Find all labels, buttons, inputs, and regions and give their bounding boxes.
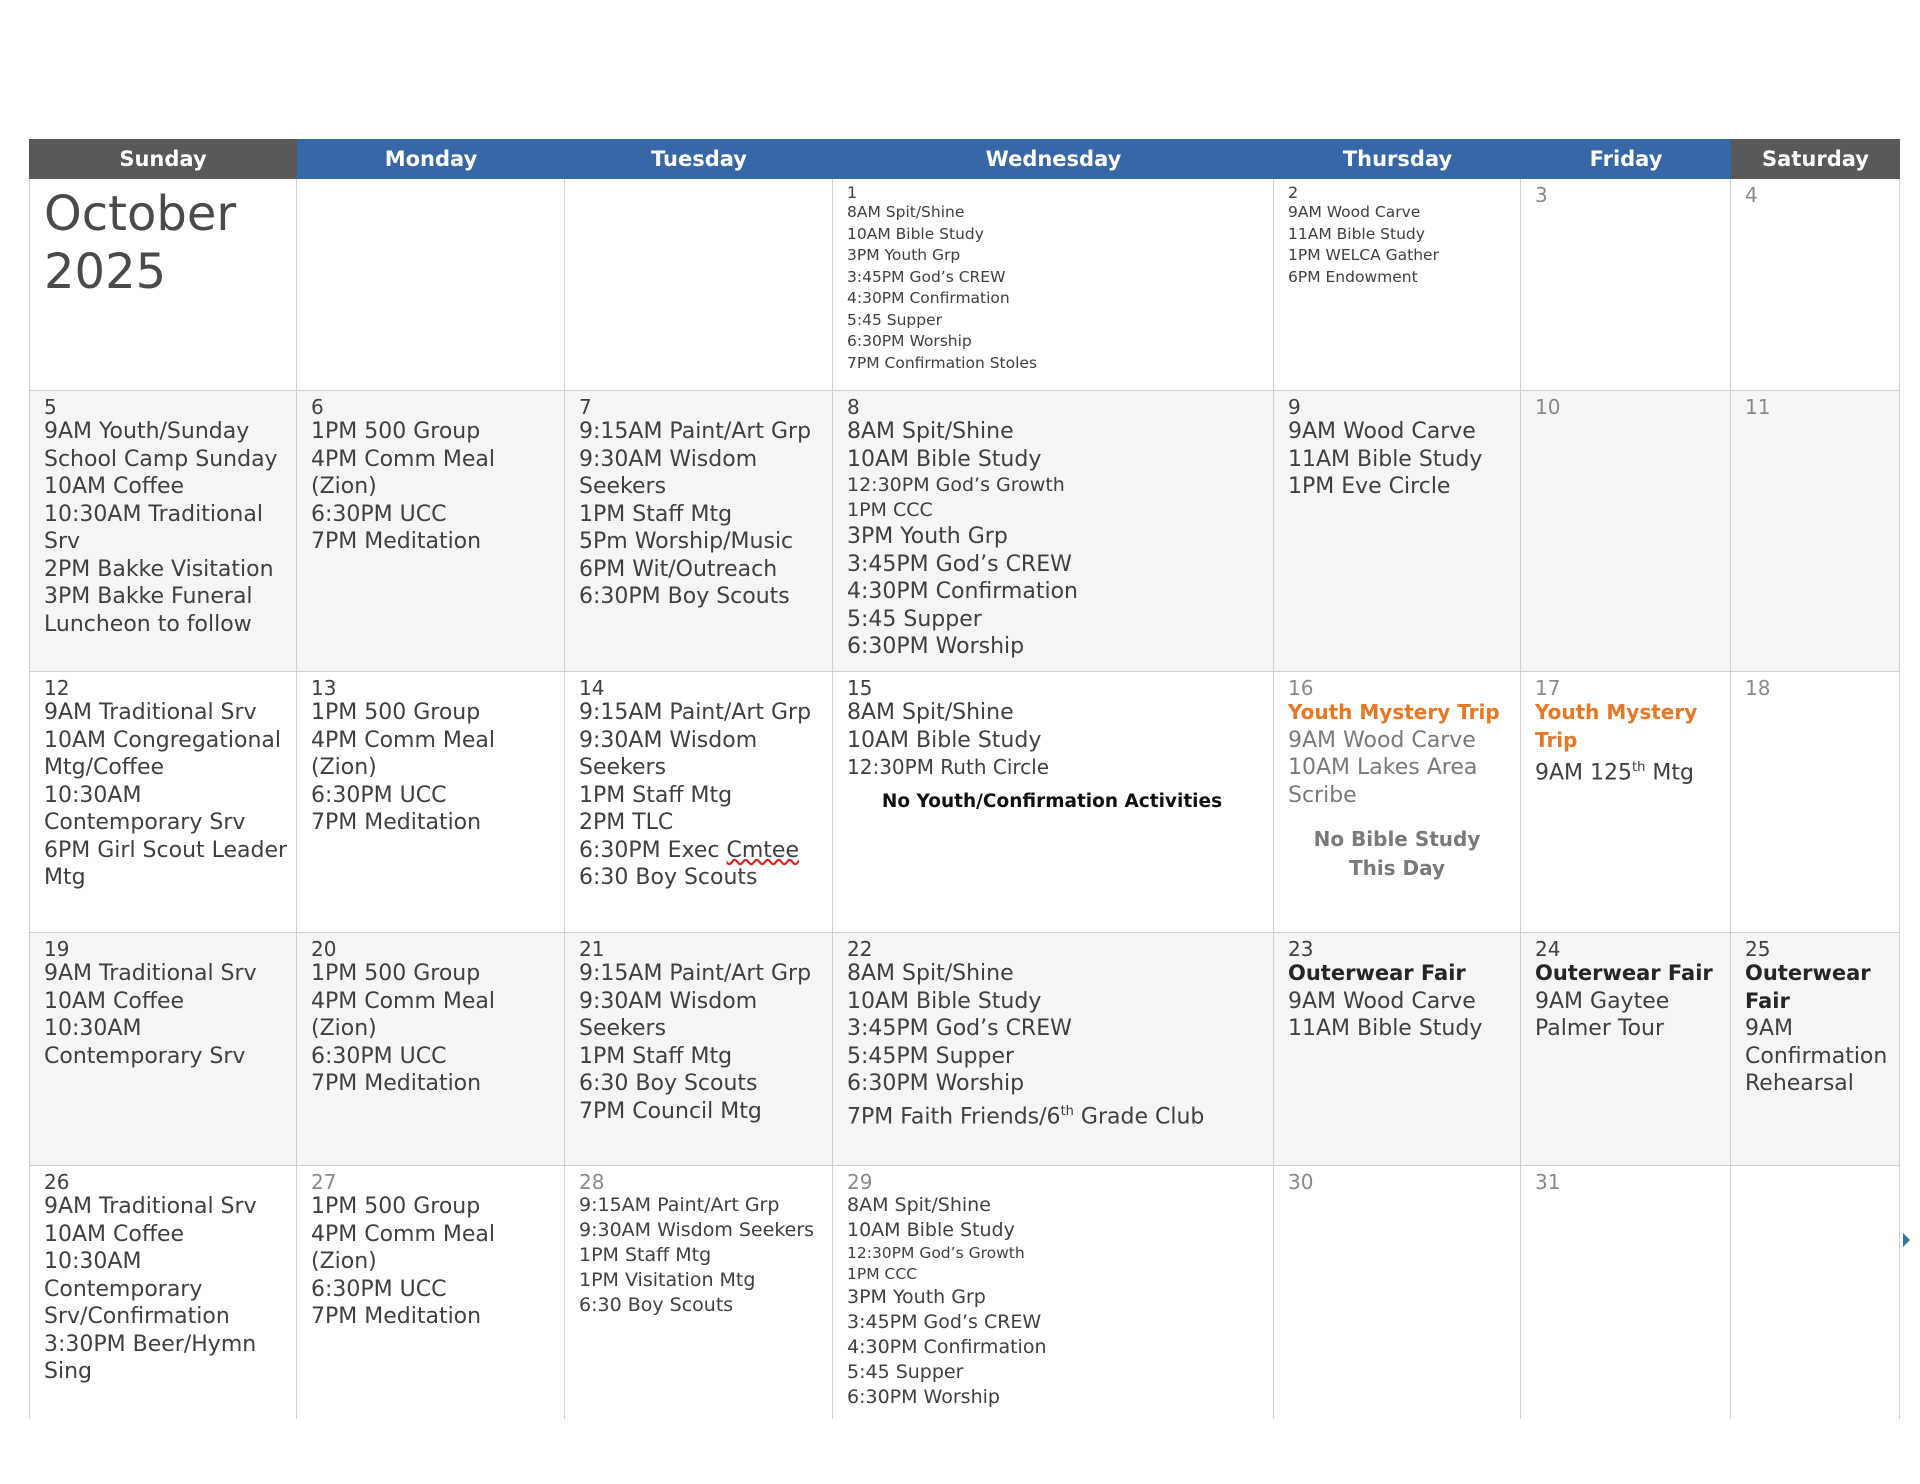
event: 4PM Comm Meal (Zion)	[311, 727, 496, 780]
event-text: Grade Club	[1073, 1103, 1205, 1129]
day-cell[interactable]	[1274, 1166, 1521, 1419]
event: 9:30AM Wisdom Seekers	[579, 988, 758, 1041]
month-calendar	[29, 139, 1900, 1419]
event: 11AM Bible Study	[1288, 224, 1425, 243]
day-cell[interactable]	[1521, 391, 1731, 672]
day-cell[interactable]	[29, 391, 297, 672]
event-text: 7PM Faith Friends/6	[847, 1103, 1061, 1129]
event: 9AM Wood Carve	[1288, 419, 1476, 444]
event: 1PM Visitation Mtg	[579, 1269, 756, 1291]
event-highlight: Youth Mystery Trip	[1288, 700, 1500, 724]
event: 8AM Spit/Shine	[847, 419, 1014, 444]
event: 6PM Girl Scout Leader Mtg	[44, 837, 288, 890]
day-cell[interactable]	[1521, 672, 1731, 933]
event: 5:45 Supper	[847, 1361, 964, 1383]
day-cell[interactable]	[297, 1166, 565, 1419]
day-number: 22	[847, 937, 873, 961]
event: 12:30PM God’s Growth	[847, 474, 1065, 496]
year-title: 2025	[44, 244, 167, 300]
day-cell[interactable]	[565, 672, 833, 933]
day-number: 25	[1745, 937, 1771, 961]
day-cell[interactable]	[1731, 391, 1900, 672]
header-wednesday: Wednesday	[833, 139, 1274, 179]
day-cell[interactable]	[1521, 933, 1731, 1166]
event: 1PM 500 Group	[311, 700, 481, 725]
event: 6:30PM UCC	[311, 501, 447, 527]
event: 7PM Council Mtg	[579, 1098, 762, 1124]
event: 10AM Coffee	[44, 1221, 185, 1247]
day-cell[interactable]	[833, 933, 1274, 1166]
day-cell[interactable]	[297, 179, 565, 391]
day-cell[interactable]	[833, 391, 1274, 672]
event: 7PM Meditation	[311, 810, 482, 835]
event: 9:15AM Paint/Art Grp	[579, 961, 812, 986]
day-number: 5	[44, 395, 57, 419]
day-number: 2	[1288, 183, 1299, 202]
day-number: 15	[847, 676, 873, 700]
event: 10AM Bible Study	[847, 446, 1042, 472]
header-friday: Friday	[1521, 139, 1731, 179]
event: 9AM Traditional Srv	[44, 700, 257, 725]
day-cell[interactable]	[833, 672, 1274, 933]
header-saturday: Saturday	[1731, 139, 1900, 179]
event-highlight: Outerwear Fair	[1288, 961, 1466, 985]
day-cell[interactable]	[297, 672, 565, 933]
event: 8AM Spit/Shine	[847, 1194, 991, 1216]
event: 6:30PM UCC	[311, 1276, 447, 1302]
event-text: 6:30PM Exec	[579, 837, 727, 863]
event: 3:30PM Beer/Hymn Sing	[44, 1331, 257, 1384]
event: 9:30AM Wisdom Seekers	[579, 446, 758, 499]
day-cell[interactable]	[29, 672, 297, 933]
day-number: 14	[579, 676, 605, 700]
event: 12:30PM Ruth Circle	[847, 755, 1050, 779]
notice-text: No Bible Study This Day	[1313, 827, 1481, 880]
event: 1PM CCC	[847, 499, 933, 521]
event	[847, 1098, 1265, 1131]
event: 4:30PM Confirmation	[847, 579, 1078, 604]
day-cell[interactable]	[1521, 179, 1731, 391]
day-number: 21	[579, 937, 605, 961]
day-cell[interactable]	[1521, 1166, 1731, 1419]
event: 3:45PM God’s CREW	[847, 1311, 1042, 1333]
day-cell[interactable]	[1274, 391, 1521, 672]
day-number: 16	[1288, 676, 1314, 700]
event: 10AM Lakes Area Scribe	[1288, 755, 1478, 808]
event: 11AM Bible Study	[1288, 446, 1483, 472]
day-number: 11	[1745, 395, 1771, 419]
event: 9:15AM Paint/Art Grp	[579, 419, 812, 444]
day-number: 31	[1535, 1170, 1561, 1194]
event: 9AM Wood Carve	[1288, 203, 1421, 221]
event: 9AM Wood Carve	[1288, 988, 1476, 1014]
event: 7PM Meditation	[311, 1071, 482, 1096]
event: 1PM WELCA Gather	[1288, 246, 1439, 264]
day-number: 6	[311, 395, 324, 419]
event: 4PM Comm Meal (Zion)	[311, 1221, 496, 1274]
event-highlight: Outerwear Fair	[1745, 961, 1871, 1013]
event-highlight: Outerwear Fair	[1535, 961, 1713, 985]
day-number: 13	[311, 676, 337, 700]
day-cell[interactable]	[1274, 672, 1521, 933]
event: 9AM Gaytee Palmer Tour	[1535, 988, 1670, 1041]
day-number: 27	[311, 1170, 337, 1194]
event: 10AM Bible Study	[847, 224, 984, 243]
day-number: 20	[311, 937, 337, 961]
day-cell[interactable]	[297, 391, 565, 672]
day-number: 19	[44, 937, 70, 961]
day-cell[interactable]	[1274, 933, 1521, 1166]
day-cell[interactable]	[297, 933, 565, 1166]
event: 12:30PM God’s Growth	[847, 1244, 1025, 1262]
event: 10:30AM Contemporary Srv	[44, 782, 246, 835]
event: 1PM 500 Group	[311, 419, 481, 444]
event: 10:30AM Contemporary Srv	[44, 1016, 246, 1069]
event: 4:30PM Confirmation	[847, 1336, 1047, 1358]
day-number: 3	[1535, 183, 1548, 207]
day-number: 12	[44, 676, 70, 700]
event: 9AM Youth/Sunday School Camp Sunday	[44, 419, 278, 472]
day-cell[interactable]	[565, 933, 833, 1166]
day-number: 29	[847, 1170, 873, 1194]
event: 10:30AM Contemporary Srv/Confirmation	[44, 1249, 230, 1329]
day-cell[interactable]	[1274, 179, 1521, 391]
event: 5Pm Worship/Music	[579, 529, 794, 554]
header-sunday: Sunday	[29, 139, 297, 179]
event-highlight: Youth Mystery Trip	[1535, 700, 1698, 752]
event: 6PM Wit/Outreach	[579, 556, 778, 582]
event: 9AM Traditional Srv	[44, 961, 257, 986]
day-number: 28	[579, 1170, 605, 1194]
event: 6:30 Boy Scouts	[579, 865, 758, 890]
ordinal-suffix: th	[1060, 1103, 1074, 1119]
event: 6:30PM Boy Scouts	[579, 584, 790, 609]
day-cell[interactable]	[29, 933, 297, 1166]
event: 1PM 500 Group	[311, 961, 481, 986]
event: 1PM Staff Mtg	[579, 782, 733, 808]
event: 10AM Coffee	[44, 474, 185, 499]
event: 1PM CCC	[847, 1265, 917, 1283]
day-cell[interactable]	[833, 1166, 1274, 1419]
event: 1PM 500 Group	[311, 1194, 481, 1219]
event: 10AM Bible Study	[847, 988, 1042, 1014]
event: 6:30PM UCC	[311, 1043, 447, 1069]
day-number: 23	[1288, 937, 1314, 961]
event: 9:15AM Paint/Art Grp	[579, 700, 812, 725]
month-title: October	[44, 186, 237, 242]
event: 9:30AM Wisdom Seekers	[579, 727, 758, 780]
event: 8AM Spit/Shine	[847, 961, 1014, 986]
event	[579, 837, 824, 865]
event: 2PM Bakke Visitation	[44, 556, 274, 582]
event: 4PM Comm Meal (Zion)	[311, 988, 496, 1041]
day-number: 30	[1288, 1170, 1314, 1194]
day-cell[interactable]	[29, 179, 297, 391]
event: 1PM Staff Mtg	[579, 1043, 733, 1069]
day-cell[interactable]	[1731, 179, 1900, 391]
event: 9:30AM Wisdom Seekers	[579, 1219, 815, 1241]
event: 11AM Bible Study	[1288, 1016, 1483, 1041]
day-number: 17	[1535, 676, 1561, 700]
event: 7PM Confirmation Stoles	[847, 353, 1038, 372]
event: 6:30PM Worship	[847, 1386, 1000, 1408]
ordinal-suffix: th	[1632, 760, 1646, 775]
event: 5:45 Supper	[847, 606, 982, 632]
event: 9AM Wood Carve	[1288, 727, 1476, 753]
event: 9:15AM Paint/Art Grp	[579, 1194, 780, 1216]
day-number: 9	[1288, 395, 1301, 419]
day-number: 4	[1745, 183, 1758, 207]
day-cell[interactable]	[833, 179, 1274, 391]
header-monday: Monday	[297, 139, 565, 179]
day-cell[interactable]	[1731, 672, 1900, 933]
day-number: 26	[44, 1170, 70, 1194]
event: 10AM Congregational Mtg/Coffee	[44, 727, 282, 780]
day-cell[interactable]	[565, 391, 833, 672]
event: 8AM Spit/Shine	[847, 203, 965, 221]
event: 10AM Bible Study	[847, 727, 1042, 753]
event	[1535, 754, 1722, 787]
day-cell[interactable]	[565, 1166, 833, 1419]
event: 3:45PM God’s CREW	[847, 1016, 1072, 1041]
event: 2PM TLC	[579, 810, 674, 835]
event: 6:30PM Worship	[847, 332, 972, 350]
event: 3PM Youth Grp	[847, 1286, 986, 1308]
day-number: 10	[1535, 395, 1561, 419]
event: 1PM Eve Circle	[1288, 474, 1451, 499]
event: 3:45PM God’s CREW	[847, 267, 1006, 286]
event: 6:30 Boy Scouts	[579, 1294, 734, 1316]
event: 6PM Endowment	[1288, 267, 1418, 286]
event: 5:45PM Supper	[847, 1043, 1015, 1069]
event: 3PM Youth Grp	[847, 524, 1008, 549]
day-cell[interactable]	[1731, 933, 1900, 1166]
event: 1PM Staff Mtg	[579, 1244, 712, 1266]
header-thursday: Thursday	[1274, 139, 1521, 179]
event: 10AM Coffee	[44, 988, 185, 1014]
event: 7PM Meditation	[311, 529, 482, 554]
event: 3PM Bakke Funeral Luncheon to follow	[44, 584, 253, 637]
event: 8AM Spit/Shine	[847, 700, 1014, 725]
event: 7PM Meditation	[311, 1304, 482, 1329]
event-text: Mtg	[1645, 760, 1694, 786]
day-cell[interactable]	[1731, 1166, 1900, 1419]
header-tuesday: Tuesday	[565, 139, 833, 179]
day-number: 8	[847, 395, 860, 419]
day-number: 1	[847, 183, 858, 202]
event: 9AM Traditional Srv	[44, 1194, 257, 1219]
event: 6:30PM UCC	[311, 782, 447, 808]
event-text: 9AM 125	[1535, 760, 1633, 786]
event: 5:45 Supper	[847, 310, 942, 329]
event: 1PM Staff Mtg	[579, 501, 733, 527]
notice-text: No Youth/Confirmation Activities	[881, 791, 1223, 812]
event: 6:30 Boy Scouts	[579, 1071, 758, 1096]
event: 6:30PM Worship	[847, 1071, 1025, 1096]
event: 6:30PM Worship	[847, 634, 1025, 659]
caret-right-icon[interactable]	[1903, 1233, 1910, 1247]
event: 3PM Youth Grp	[847, 246, 961, 264]
event: 4:30PM Confirmation	[847, 289, 1010, 307]
day-number: 7	[579, 395, 592, 419]
day-cell[interactable]	[565, 179, 833, 391]
event: 9AM Confirmation Rehearsal	[1745, 1016, 1888, 1096]
day-cell[interactable]	[29, 1166, 297, 1419]
event-text: Cmtee	[726, 837, 800, 863]
day-number: 24	[1535, 937, 1561, 961]
event: 4PM Comm Meal (Zion)	[311, 446, 496, 499]
event: 10:30AM Traditional Srv	[44, 501, 263, 554]
day-number: 18	[1745, 676, 1771, 700]
event: 10AM Bible Study	[847, 1219, 1015, 1241]
event: 3:45PM God’s CREW	[847, 551, 1072, 577]
